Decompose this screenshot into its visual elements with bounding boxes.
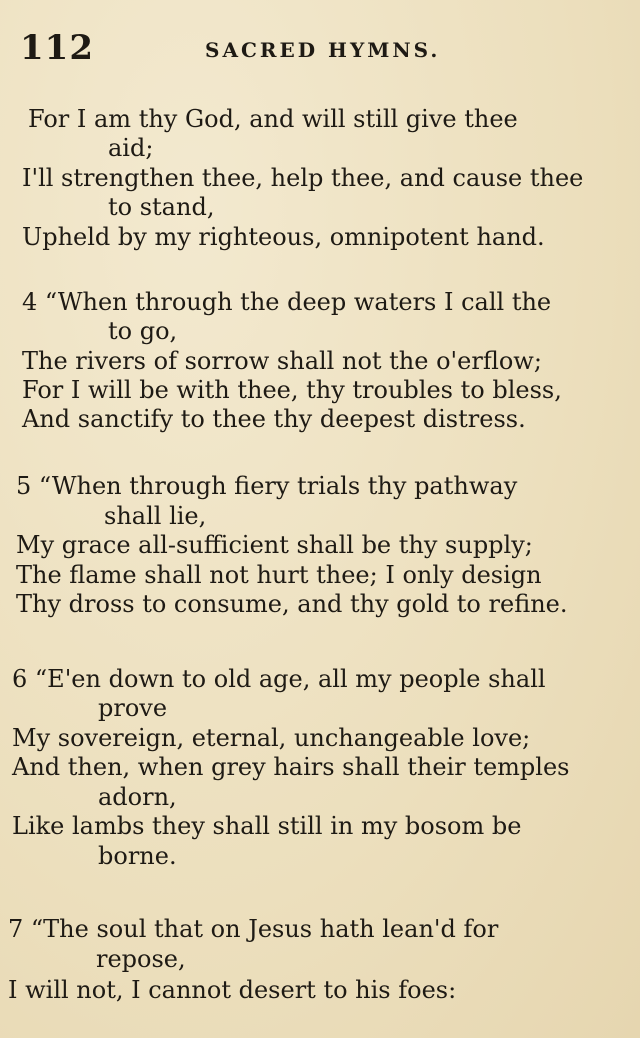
verse-line: For I will be with thee, thy troubles to bless, <box>22 376 562 404</box>
verse-line: Thy dross to consume, and thy gold to refine. <box>16 590 568 618</box>
verse-line: I will not, I cannot desert to his foes: <box>8 976 457 1004</box>
verse-line: My grace all-sufficient shall be thy supply; <box>16 531 533 559</box>
verse-line: I'll strengthen thee, help thee, and cause thee <box>22 164 584 192</box>
verse-line: The rivers of sorrow shall not the o'erflow; <box>22 347 542 375</box>
verse-line: Like lambs they shall still in my bosom be <box>12 812 522 840</box>
running-head: SACRED HYMNS. <box>205 38 441 62</box>
stanza-first-line: 7 “The soul that on Jesus hath lean'd for <box>8 915 499 943</box>
verse-line-indent: to stand, <box>108 193 215 221</box>
verse-line-indent: aid; <box>108 134 154 162</box>
verse-line-indent: repose, <box>96 945 186 973</box>
verse-line: For I am thy God, and will still give thee <box>28 105 518 133</box>
verse-line-indent: adorn, <box>98 783 177 811</box>
verse-line: And sanctify to thee thy deepest distress. <box>22 405 526 433</box>
verse-line: The flame shall not hurt thee; I only design <box>16 561 542 589</box>
stanza-first-line: 4 “When through the deep waters I call the <box>22 288 552 316</box>
verse-line-indent: borne. <box>98 842 177 870</box>
verse-line: Upheld by my righteous, omnipotent hand. <box>22 223 545 251</box>
page-number: 112 <box>20 28 94 68</box>
stanza-first-line: 6 “E'en down to old age, all my people shall <box>12 665 546 693</box>
verse-line: And then, when grey hairs shall their temples <box>12 753 570 781</box>
verse-line-indent: shall lie, <box>104 502 207 530</box>
verse-line-indent: prove <box>98 694 168 722</box>
stanza-first-line: 5 “When through fiery trials thy pathway <box>16 472 518 500</box>
verse-line: My sovereign, eternal, unchangeable love; <box>12 724 531 752</box>
verse-line-indent: to go, <box>108 317 178 345</box>
